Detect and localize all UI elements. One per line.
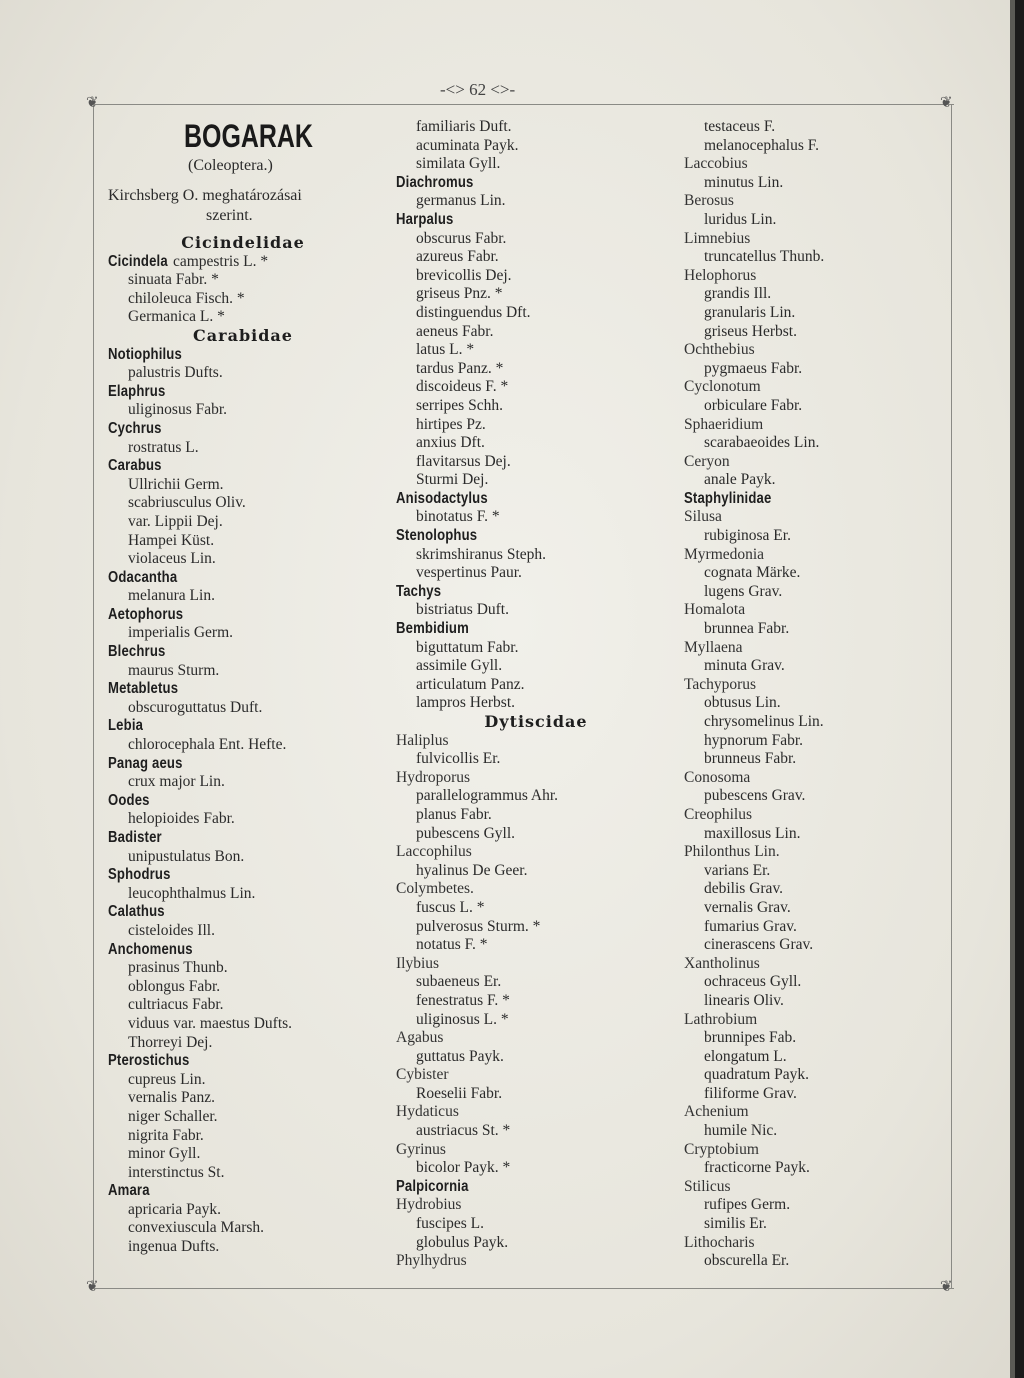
section-title: BOGARAK xyxy=(184,118,313,154)
species-name: similata Gyll. xyxy=(416,155,501,173)
species-name: maxillosus Lin. xyxy=(704,824,801,842)
genus-name: Lebia xyxy=(108,717,144,735)
genus-name: Conosoma xyxy=(684,768,751,786)
species-name: humile Nic. xyxy=(704,1122,778,1140)
genus-name: Carabus xyxy=(108,457,162,475)
species-name: familiaris Duft. xyxy=(416,118,512,135)
species-name: fenestratus F. * xyxy=(416,991,510,1009)
genus-name: Anchomenus xyxy=(108,940,193,958)
species-name: imperialis Germ. xyxy=(128,624,234,642)
genus-name: Xantholinus xyxy=(684,954,760,972)
species-name: skrimshiranus Steph. xyxy=(416,545,547,563)
genus-name: Stenolophus xyxy=(396,527,478,545)
genus-name: Bembidium xyxy=(396,620,469,638)
genus-name: Harpalus xyxy=(396,210,454,228)
species-name: hyalinus De Geer. xyxy=(416,861,528,879)
intro-text: szerint. xyxy=(206,207,253,224)
species-name: pulverosus Sturm. * xyxy=(416,917,541,935)
genus-name: Cybister xyxy=(396,1066,449,1084)
species-name: oblongus Fabr. xyxy=(128,977,221,995)
genus-name: Hydrobius xyxy=(396,1196,462,1214)
species-name: articulatum Panz. xyxy=(416,675,525,693)
column-1 xyxy=(108,118,378,1257)
species-name: flavitarsus Dej. xyxy=(416,452,511,470)
species-name: acuminata Payk. xyxy=(416,136,519,154)
species-name: Hampei Küst. xyxy=(128,531,215,549)
genus-name: Cicindela xyxy=(108,252,168,270)
genus-name: Staphylinidae xyxy=(684,489,772,507)
species-name: cinerascens Grav. xyxy=(704,936,814,954)
genus-name: Stilicus xyxy=(684,1177,731,1195)
column-3 xyxy=(684,118,944,1271)
species-name: Sturmi Dej. xyxy=(416,471,489,489)
species-name: leucophthalmus Lin. xyxy=(128,884,256,902)
species-name: distinguendus Dft. xyxy=(416,303,531,321)
genus-name: Achenium xyxy=(684,1103,749,1121)
species-name: biguttatum Fabr. xyxy=(416,638,519,656)
species-name: niger Schaller. xyxy=(128,1107,218,1125)
genus-name: Odacantha xyxy=(108,568,178,586)
species-name: lugens Grav. xyxy=(704,582,783,600)
species-name: brunnipes Fab. xyxy=(704,1029,797,1047)
species-name: helopioides Fabr. xyxy=(128,810,235,828)
species-name: filiforme Grav. xyxy=(704,1084,797,1102)
page-number-header: -<> 62 <>- xyxy=(440,80,516,99)
species-name: discoideus F. * xyxy=(416,378,509,396)
species-name: var. Lippii Dej. xyxy=(128,512,223,530)
genus-name: Sphodrus xyxy=(108,866,171,884)
species-name: varians Er. xyxy=(704,861,771,879)
species-name: prasinus Thunb. xyxy=(128,959,228,977)
species-name: fuscipes L. xyxy=(416,1215,485,1233)
genus-name: Haliplus xyxy=(396,731,449,749)
genus-name: Lithocharis xyxy=(684,1233,755,1251)
corner-ornament-bottom-left: ❦ xyxy=(86,1279,99,1295)
genus-name: Badister xyxy=(108,829,162,846)
page-edge-shadow xyxy=(1015,0,1024,1378)
frame-border-right xyxy=(951,104,952,1288)
family-heading: Dytiscidae xyxy=(484,712,588,731)
genus-name: Ilybius xyxy=(396,954,440,972)
family-heading: Carabidae xyxy=(193,325,293,345)
species-name: griseus Pnz. * xyxy=(416,285,503,303)
species-name: fuscus L. * xyxy=(416,898,485,916)
species-name: subaeneus Er. xyxy=(416,973,502,991)
species-name: cupreus Lin. xyxy=(128,1070,206,1088)
genus-name: Pterostichus xyxy=(108,1052,190,1070)
genus-name: Palpicornia xyxy=(396,1177,469,1195)
genus-name: Myllaena xyxy=(684,638,743,656)
frame-border-left xyxy=(93,104,94,1288)
species-name: campestris L. * xyxy=(172,252,269,270)
section-subtitle: (Coleoptera.) xyxy=(188,157,273,174)
family-heading: Cicindelidae xyxy=(181,233,305,252)
species-name: serripes Schh. xyxy=(416,396,503,414)
species-name: anale Payk. xyxy=(704,471,776,489)
species-name: globulus Payk. xyxy=(416,1233,509,1251)
genus-name: Creophilus xyxy=(684,805,753,823)
corner-ornament-top-right: ❦ xyxy=(940,95,953,111)
species-name: vespertinus Paur. xyxy=(416,564,522,582)
species-name: ingenua Dufts. xyxy=(128,1238,220,1256)
species-name: convexiuscula Marsh. xyxy=(128,1219,265,1237)
species-name: minutus Lin. xyxy=(704,173,784,191)
species-name: Ullrichii Germ. xyxy=(128,475,224,493)
genus-name: Lathrobium xyxy=(684,1010,758,1028)
genus-name: Colymbetes. xyxy=(396,880,474,898)
species-name: Roeselii Fabr. xyxy=(416,1084,503,1102)
species-name: nigrita Fabr. xyxy=(128,1126,204,1144)
species-name: unipustulatus Bon. xyxy=(128,847,245,865)
genus-name: Panag aeus xyxy=(108,754,183,772)
species-name: anxius Dft. xyxy=(416,434,485,452)
species-name: notatus F. * xyxy=(416,936,488,954)
species-name: pubescens Gyll. xyxy=(416,824,516,842)
genus-name: Cyclonotum xyxy=(684,378,761,396)
page-edge-shadow-inner xyxy=(1010,0,1015,1378)
species-name: grandis Ill. xyxy=(704,285,772,303)
species-name: uliginosus Fabr. xyxy=(128,401,228,419)
species-name: latus L. * xyxy=(416,341,475,359)
species-name: chiloleuca Fisch. * xyxy=(128,289,245,307)
genus-name: Silusa xyxy=(684,508,722,526)
species-name: Germanica L. * xyxy=(128,308,225,326)
species-name: fumarius Grav. xyxy=(704,917,797,935)
genus-name: Calathus xyxy=(108,903,165,921)
species-name: testaceus F. xyxy=(704,118,776,135)
genus-name: Notiophilus xyxy=(108,345,182,363)
genus-name: Tachys xyxy=(396,582,442,600)
species-name: parallelogrammus Ahr. xyxy=(416,787,559,805)
species-name: chlorocephala Ent. Hefte. xyxy=(128,736,287,754)
species-name: minuta Grav. xyxy=(704,657,785,675)
genus-name: Phylhydrus xyxy=(396,1252,467,1270)
species-name: tardus Panz. * xyxy=(416,359,504,377)
genus-name: Metabletus xyxy=(108,680,179,698)
genus-name: Ochthebius xyxy=(684,341,755,359)
species-name: melanocephalus F. xyxy=(704,136,819,154)
species-name: granularis Lin. xyxy=(704,303,796,321)
species-name: obscuroguttatus Duft. xyxy=(128,698,263,716)
species-name: melanura Lin. xyxy=(128,587,215,605)
species-name: azureus Fabr. xyxy=(416,248,499,266)
genus-name: Tachyporus xyxy=(684,675,757,693)
genus-name: Philonthus Lin. xyxy=(684,843,780,861)
species-name: minor Gyll. xyxy=(128,1145,201,1163)
species-name: quadratum Payk. xyxy=(704,1066,810,1084)
species-name: assimile Gyll. xyxy=(416,657,503,675)
species-name: obscurella Er. xyxy=(704,1252,790,1270)
species-name: viduus var. maestus Dufts. xyxy=(128,1014,293,1032)
corner-ornament-bottom-right: ❦ xyxy=(940,1279,953,1295)
species-name: violaceus Lin. xyxy=(128,550,216,568)
species-name: obscurus Fabr. xyxy=(416,229,507,247)
species-name: vernalis Panz. xyxy=(128,1089,215,1107)
genus-name: Elaphrus xyxy=(108,382,166,400)
genus-line xyxy=(108,253,378,272)
column-2 xyxy=(396,118,676,1271)
genus-name: Aetophorus xyxy=(108,605,184,623)
genus-name: Homalota xyxy=(684,601,746,619)
species-name: scabriusculus Oliv. xyxy=(128,494,246,512)
species-name: linearis Oliv. xyxy=(704,991,784,1009)
species-name: debilis Grav. xyxy=(704,880,784,898)
species-name: brunnea Fabr. xyxy=(704,620,790,638)
species-name: scarabaeoides Lin. xyxy=(704,434,820,452)
genus-name: Hydroporus xyxy=(396,768,471,786)
species-name: uliginosus L. * xyxy=(416,1010,509,1028)
species-name: palustris Dufts. xyxy=(128,364,223,382)
species-name: sinuata Fabr. * xyxy=(128,271,219,289)
species-name: cultriacus Fabr. xyxy=(128,996,224,1014)
species-name: lampros Herbst. xyxy=(416,694,516,712)
species-name: germanus Lin. xyxy=(416,192,506,210)
species-name: luridus Lin. xyxy=(704,210,777,228)
frame-border-top xyxy=(92,104,954,105)
species-name: hypnorum Fabr. xyxy=(704,731,804,749)
frame-border-bottom xyxy=(92,1288,954,1289)
species-name: maurus Sturm. xyxy=(128,661,220,679)
species-name: guttatus Payk. xyxy=(416,1047,504,1065)
species-name: chrysomelinus Lin. xyxy=(704,713,824,730)
genus-name: Gyrinus xyxy=(396,1140,446,1158)
intro-text: Kirchsberg O. meghatározásai xyxy=(108,187,302,204)
species-name: elongatum L. xyxy=(704,1047,787,1065)
genus-name: Hydaticus xyxy=(396,1103,459,1121)
species-name: apricaria Payk. xyxy=(128,1200,221,1218)
genus-name: Limnebius xyxy=(684,229,751,247)
species-name: planus Fabr. xyxy=(416,805,492,823)
species-name: aeneus Fabr. xyxy=(416,322,494,340)
species-name: griseus Herbst. xyxy=(704,322,797,340)
genus-name: Oodes xyxy=(108,791,150,809)
species-name: similis Er. xyxy=(704,1215,767,1233)
corner-ornament-top-left: ❦ xyxy=(86,95,99,111)
species-name: binotatus F. * xyxy=(416,508,500,526)
species-name: vernalis Grav. xyxy=(704,898,791,916)
species-name: orbiculare Fabr. xyxy=(704,396,803,414)
genus-name: Amara xyxy=(108,1182,150,1200)
genus-name: Cryptobium xyxy=(684,1140,759,1158)
species-name: austriacus St. * xyxy=(416,1122,511,1140)
species-name: pubescens Grav. xyxy=(704,787,806,805)
species-name: pygmaeus Fabr. xyxy=(704,359,803,377)
species-name: crux major Lin. xyxy=(128,773,225,791)
species-name: fracticorne Payk. xyxy=(704,1159,810,1177)
genus-name: Ceryon xyxy=(684,452,730,470)
genus-name: Berosus xyxy=(684,192,734,210)
genus-name: Agabus xyxy=(396,1029,444,1047)
species-name: truncatellus Thunb. xyxy=(704,248,825,266)
genus-name: Anisodactylus xyxy=(396,489,488,507)
species-name: cognata Märke. xyxy=(704,564,801,582)
species-name: rostratus L. xyxy=(128,438,199,456)
species-name: interstinctus St. xyxy=(128,1163,225,1181)
genus-name: Cychrus xyxy=(108,419,162,437)
genus-name: Helophorus xyxy=(684,266,757,284)
species-name: fulvicollis Er. xyxy=(416,750,501,768)
genus-name: Laccobius xyxy=(684,155,748,173)
species-name: ochraceus Gyll. xyxy=(704,973,802,991)
genus-name: Diachromus xyxy=(396,173,474,191)
genus-name: Myrmedonia xyxy=(684,545,765,563)
spacer xyxy=(108,178,378,186)
genus-name: Sphaeridium xyxy=(684,415,764,433)
species-name: cisteloides Ill. xyxy=(128,921,215,939)
species-name: hirtipes Pz. xyxy=(416,415,486,433)
species-name: rufipes Germ. xyxy=(704,1196,791,1214)
species-name: brevicollis Dej. xyxy=(416,266,512,284)
species-name: bicolor Payk. * xyxy=(416,1159,511,1177)
genus-name: Blechrus xyxy=(108,643,166,661)
genus-name: Laccophilus xyxy=(396,843,472,861)
species-name: obtusus Lin. xyxy=(704,694,781,712)
species-name: rubiginosa Er. xyxy=(704,527,791,545)
species-name: Thorreyi Dej. xyxy=(128,1033,213,1051)
species-name: bistriatus Duft. xyxy=(416,601,509,619)
species-name: brunneus Fabr. xyxy=(704,750,797,768)
